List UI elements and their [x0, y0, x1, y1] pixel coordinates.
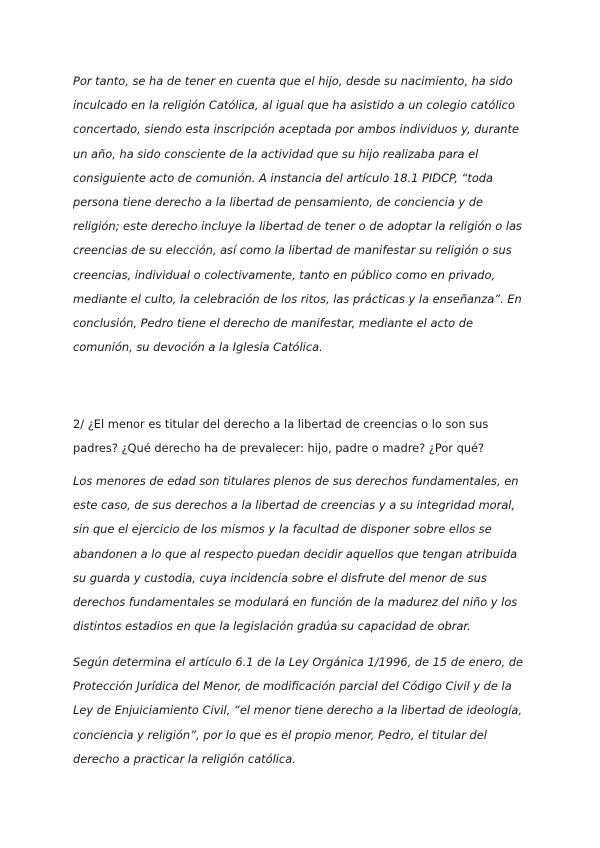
- paragraph-2: Los menores de edad son titulares plenos de sus derechos fundamentales, en este caso, de sus derechos a la libertad de creencias y a su integridad moral, sin que el ejercicio de los mismos y la facultad de disponer sobre ellos se abandonen a lo que al respecto puedan decidir aquellos que tengan atribuida su guarda y custodia, cuya incidencia sobre el disfrute del menor de sus derechos fundamentales se modulará en función de la madurez del niño y los distintos estadios en que la legislación gradúa su capacidad de obrar.: [73, 474, 519, 634]
- paragraph-1: Por tanto, se ha de tener en cuenta que el hijo, desde su nacimiento, ha sido inculcado en la religión Católica, al igual que ha asistido a un colegio católico concertado, siendo esta inscripción aceptada por ambos individuos y, durante un año, ha sido consciente de la actividad que su hijo realizaba para el consiguiente acto de comunión. A instancia del artículo 18.1 PIDCP, “toda persona tiene derecho a la libertad de pensamiento, de conciencia y de religión; este derecho incluye la libertad de tener o de adoptar la religión o las creencias de su elección, así como la libertad de manifestar su religión o sus creencias, individual o colectivamente, tanto en público como en privado, mediante el culto, la celebración de los ritos, las prácticas y la enseñanza”. En conclusión, Pedro tiene el derecho de manifestar, mediante el acto de comunión, su devoción a la Iglesia Católica.: [73, 74, 522, 355]
- question-2-heading: 2/ ¿El menor es titular del derecho a la libertad de creencias o lo son sus padres? ¿Qué derecho ha de prevalecer: hijo, padre o madre? ¿Por qué?: [73, 417, 489, 456]
- paragraph-3: Según determina el artículo 6.1 de la Ley Orgánica 1/1996, de 15 de enero, de Protección Jurídica del Menor, de modificación parcial del Código Civil y de la Ley de Enjuiciamiento Civil, “el menor tiene derecho a la libertad de ideología, conciencia y religión”, por lo que es el propio menor, Pedro, el titular del derecho a practicar la religión católica.: [73, 655, 524, 766]
